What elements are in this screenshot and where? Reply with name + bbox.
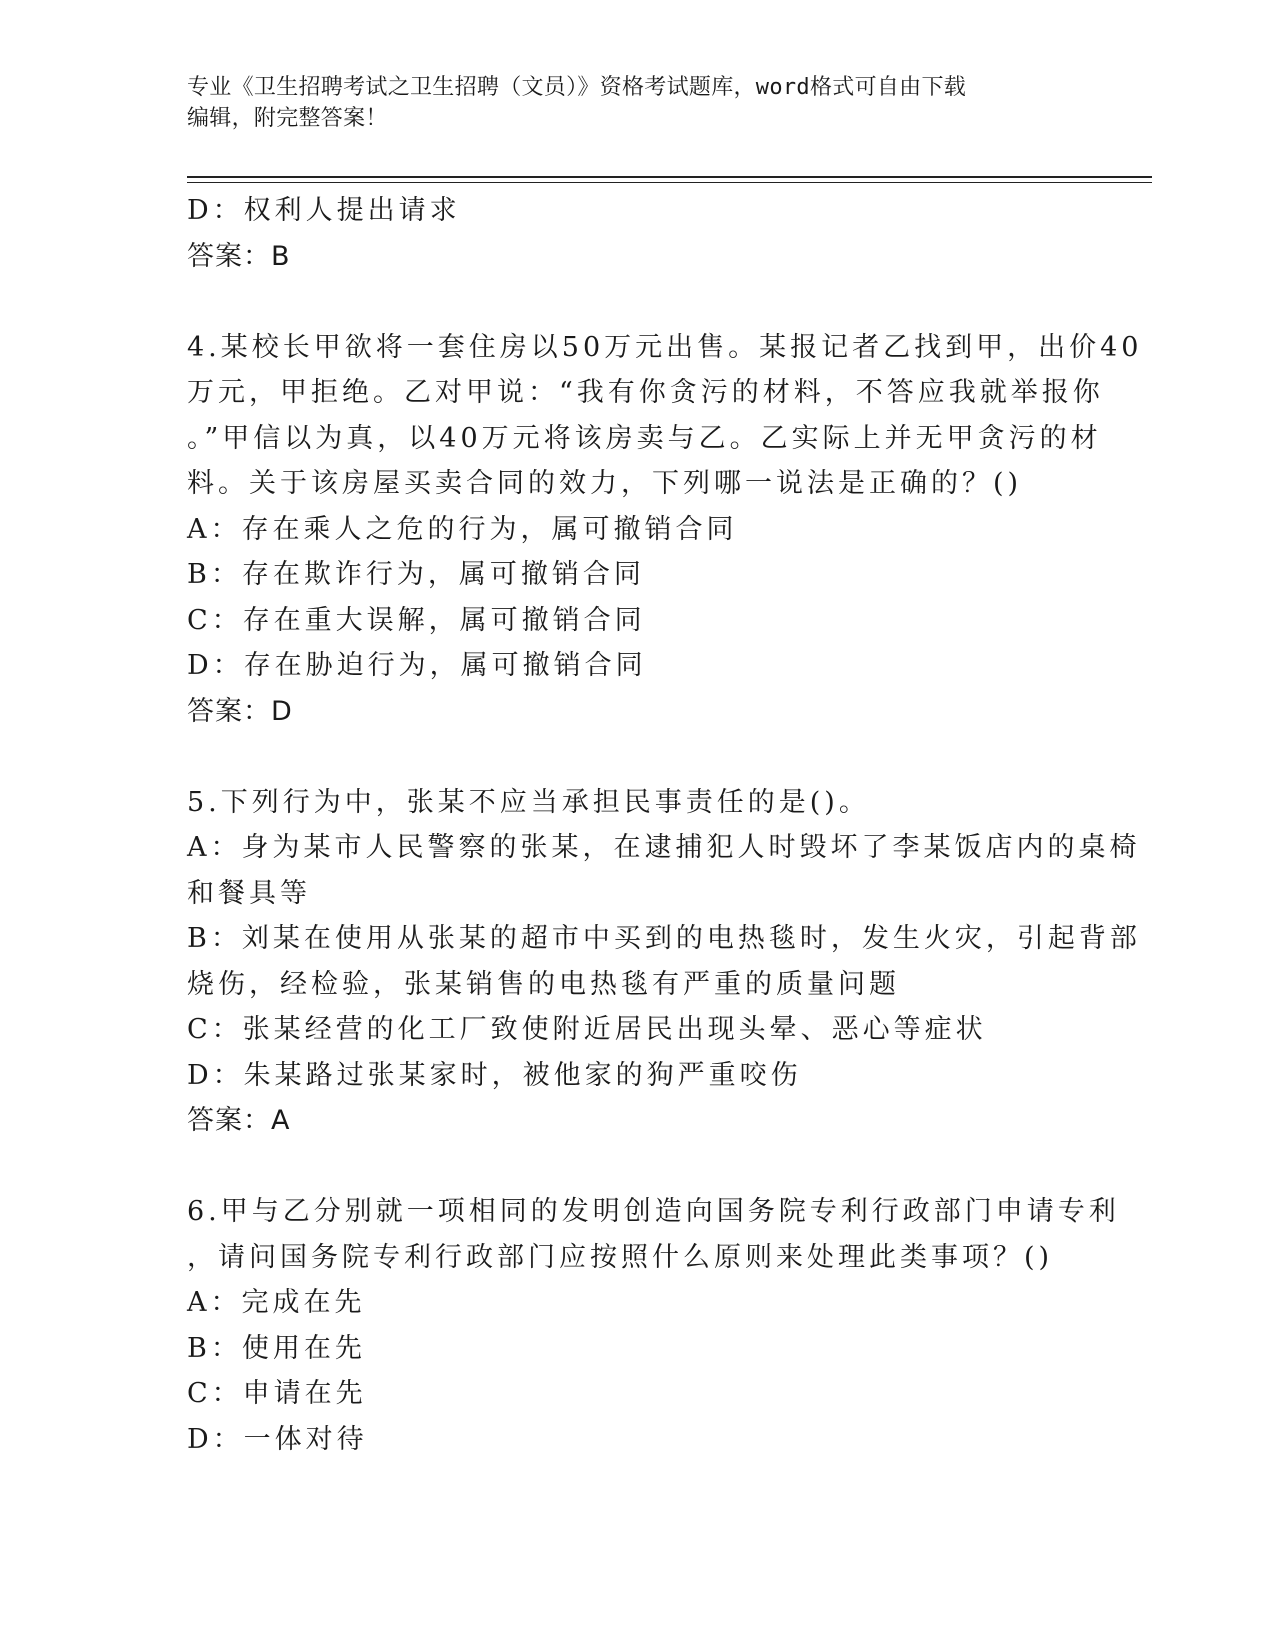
header-divider-thick: [187, 176, 1152, 178]
question-4-option-b: B：存在欺诈行为，属可撤销合同: [187, 559, 645, 590]
question-6-text-2: ，请问国务院专利行政部门应按照什么原则来处理此类事项？(): [187, 1241, 1054, 1273]
prev-answer: 答案：B: [187, 240, 291, 272]
question-5-text-1: 5.下列行为中，张某不应当承担民事责任的是()。: [187, 786, 870, 818]
question-5-option-a-1: A：身为某市人民警察的张某，在逮捕犯人时毁坏了李某饭店内的桌椅: [187, 832, 1141, 863]
header-line-2: 编辑，附完整答案！: [187, 106, 388, 131]
question-5-option-d: D：朱某路过张某家时，被他家的狗严重咬伤: [187, 1059, 802, 1091]
question-4-option-a: A：存在乘人之危的行为，属可撤销合同: [187, 513, 738, 545]
question-5-option-c: C：张某经营的化工厂致使附近居民出现头晕、恶心等症状: [187, 1014, 987, 1045]
question-4-answer: 答案：D: [187, 695, 293, 727]
question-6: [187, 1189, 1120, 1462]
spacer: [187, 734, 1087, 780]
question-4-text-3: 。”甲信以为真，以40万元将该房卖与乙。乙实际上并无甲贪污的材: [187, 422, 1102, 454]
question-6-option-c: C：申请在先: [187, 1378, 367, 1409]
question-4-text-1: 4.某校长甲欲将一套住房以50万元出售。某报记者乙找到甲，出价40: [187, 331, 1143, 363]
question-6-option-d: D：一体对待: [187, 1423, 368, 1455]
header-line-1: 专业《卫生招聘考试之卫生招聘（文员）》资格考试题库，word格式可自由下载: [187, 75, 967, 100]
question-5-option-b-1: B：刘某在使用从张某的超市中买到的电热毯时，发生火灾，引起背部: [187, 923, 1141, 954]
question-5-answer: 答案：A: [187, 1105, 291, 1136]
question-6-text-1: 6.甲与乙分别就一项相同的发明创造向国务院专利行政部门申请专利: [187, 1196, 1120, 1227]
spacer: [187, 279, 1087, 325]
document-body: [187, 188, 1143, 1462]
question-6-option-a: A：完成在先: [187, 1287, 366, 1318]
question-4-option-d: D：存在胁迫行为，属可撤销合同: [187, 650, 647, 681]
question-4-text-4: 料。关于该房屋买卖合同的效力，下列哪一说法是正确的？(): [187, 468, 1023, 499]
prev-option-d: D：权利人提出请求: [187, 195, 461, 226]
question-4-text-2: 万元，甲拒绝。乙对甲说：“我有你贪污的材料，不答应我就举报你: [187, 377, 1104, 408]
question-6-option-b: B：使用在先: [187, 1332, 366, 1364]
question-4-option-c: C：存在重大误解，属可撤销合同: [187, 604, 646, 636]
question-4: [187, 325, 1143, 735]
document-header: [187, 72, 1087, 134]
question-5-option-a-2: 和餐具等: [187, 877, 311, 909]
question-5-option-b-2: 烧伤，经检验，张某销售的电热毯有严重的质量问题: [187, 968, 900, 1000]
spacer: [187, 1144, 1087, 1190]
question-5: [187, 780, 1141, 1144]
header-divider-thin: [187, 182, 1152, 183]
